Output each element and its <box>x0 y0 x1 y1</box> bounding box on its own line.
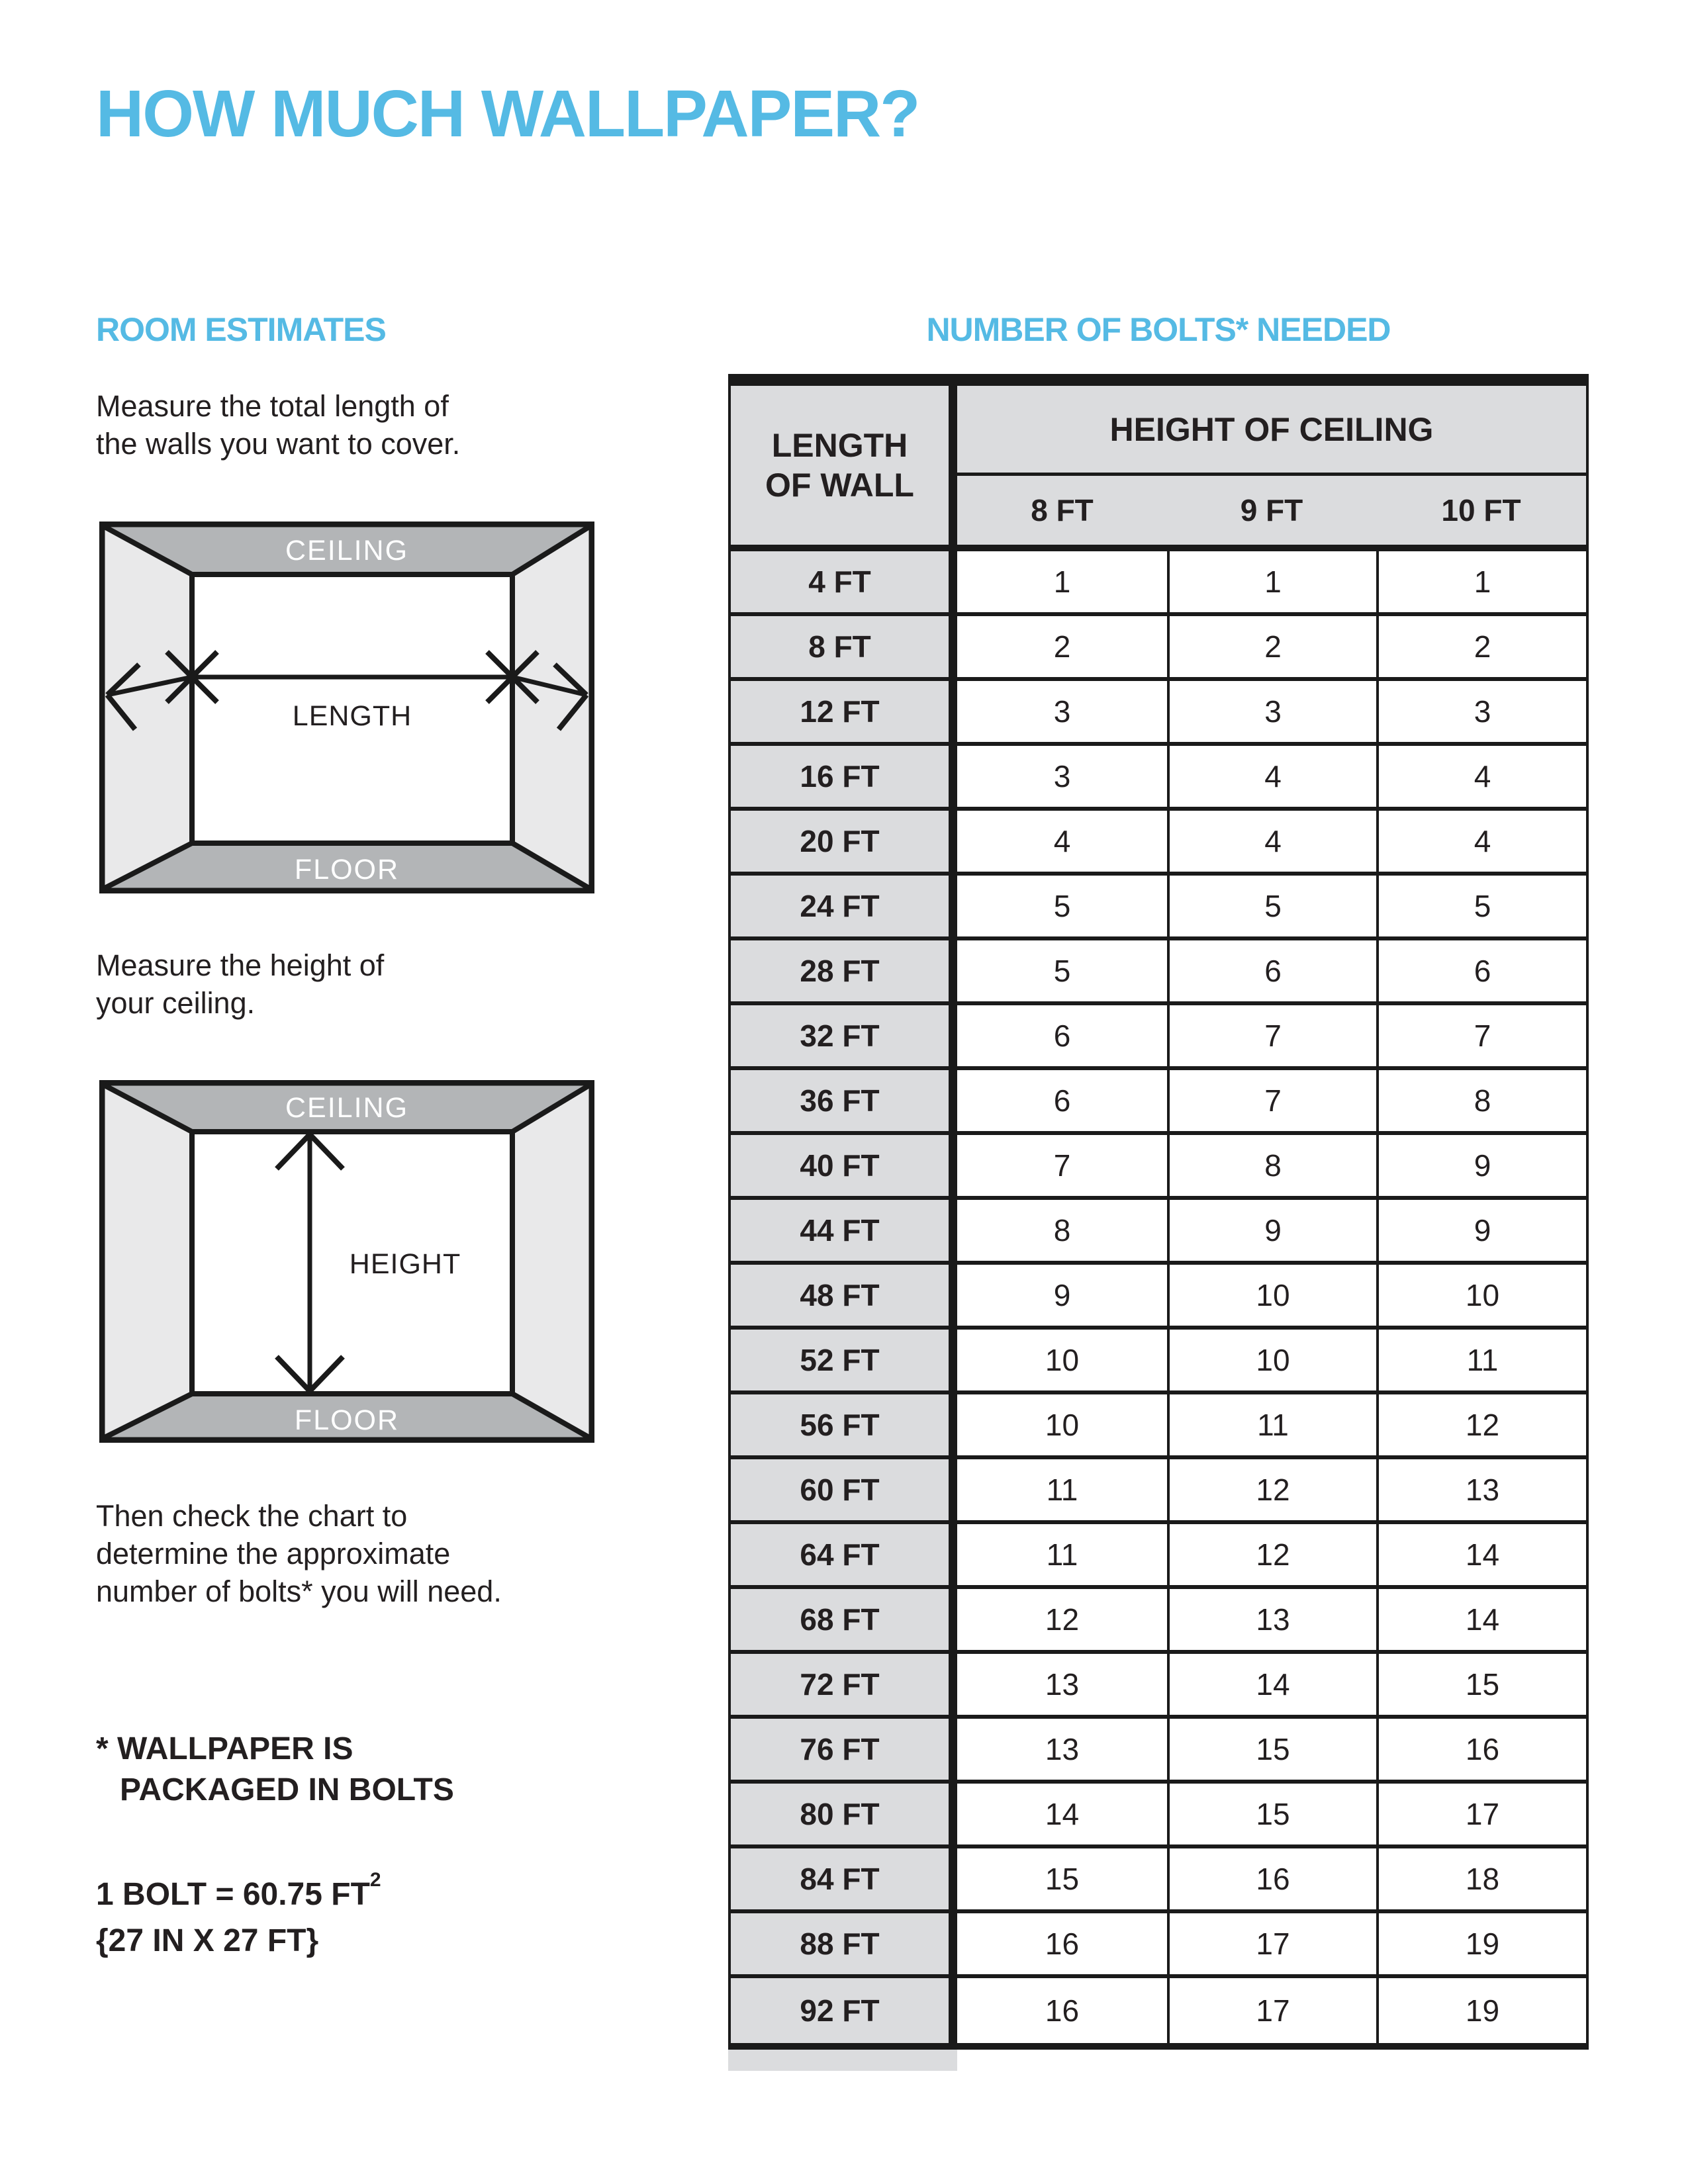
height-of-ceiling-header: HEIGHT OF CEILING <box>957 386 1586 476</box>
bolt-count-cell: 4 <box>957 811 1167 876</box>
bolt-count-cell: 13 <box>1167 1589 1376 1654</box>
wall-length-cell: 84 FT <box>731 1848 957 1913</box>
bolt-count-cell: 19 <box>1376 1978 1586 2043</box>
instruction-line: the walls you want to cover. <box>96 427 461 461</box>
label-column-stub <box>728 2050 957 2071</box>
bolt-count-cell: 1 <box>1376 551 1586 616</box>
room-length-diagram <box>99 522 594 893</box>
bolts-needed-heading: NUMBER OF BOLTS* NEEDED <box>926 311 1391 348</box>
bolt-count-cell: 7 <box>1167 1005 1376 1070</box>
bolt-count-cell: 4 <box>1167 746 1376 811</box>
bolt-count-cell: 14 <box>1167 1654 1376 1719</box>
bolt-count-cell: 2 <box>957 616 1167 681</box>
bolt-count-cell: 13 <box>1376 1459 1586 1524</box>
bolt-count-cell: 10 <box>1167 1265 1376 1330</box>
room-length-diagram-svg <box>99 522 594 893</box>
wall-length-cell: 88 FT <box>731 1913 957 1978</box>
footnote-line: PACKAGED IN BOLTS <box>120 1772 454 1807</box>
room-estimates-heading: ROOM ESTIMATES <box>96 311 386 348</box>
wall-length-cell: 52 FT <box>731 1330 957 1394</box>
bolt-count-cell: 5 <box>957 876 1167 940</box>
page-title: HOW MUCH WALLPAPER? <box>96 77 919 151</box>
bolt-count-cell: 19 <box>1376 1913 1586 1978</box>
bolt-count-cell: 16 <box>1167 1848 1376 1913</box>
wall-length-cell: 72 FT <box>731 1654 957 1719</box>
wall-length-cell: 44 FT <box>731 1200 957 1265</box>
bolt-count-cell: 11 <box>957 1524 1167 1589</box>
wall-length-cell: 80 FT <box>731 1784 957 1848</box>
wall-length-cell: 32 FT <box>731 1005 957 1070</box>
bolts-table-header <box>728 386 1589 551</box>
floor-label: FLOOR <box>294 854 400 886</box>
bolt-count-cell: 5 <box>957 940 1167 1005</box>
wall-length-cell: 64 FT <box>731 1524 957 1589</box>
bolt-count-cell: 9 <box>1167 1200 1376 1265</box>
bolt-count-cell: 4 <box>1376 811 1586 876</box>
ceiling-height-column-header: 9 FT <box>1240 493 1303 527</box>
floor-label: FLOOR <box>294 1404 400 1436</box>
bolts-table-body <box>728 551 1589 2050</box>
bolt-count-cell: 9 <box>1376 1135 1586 1200</box>
bolt-count-cell: 10 <box>957 1330 1167 1394</box>
bolt-count-cell: 4 <box>1376 746 1586 811</box>
instruction-line: number of bolts* you will need. <box>96 1574 502 1608</box>
bolt-dimensions: {27 IN X 27 FT} <box>96 1923 319 1958</box>
bolt-count-cell: 5 <box>1376 876 1586 940</box>
bolt-count-cell: 13 <box>957 1719 1167 1784</box>
wall-length-cell: 92 FT <box>731 1978 957 2043</box>
bolt-count-cell: 8 <box>1376 1070 1586 1135</box>
bolt-count-cell: 11 <box>957 1459 1167 1524</box>
instruction-check-chart <box>96 1497 502 1610</box>
bolt-count-cell: 10 <box>1376 1265 1586 1330</box>
instruction-line: determine the approximate <box>96 1537 451 1570</box>
height-label: HEIGHT <box>349 1248 461 1280</box>
ceiling-height-column-header: 8 FT <box>1031 493 1094 527</box>
table-top-bar <box>728 374 1589 386</box>
bolt-count-cell: 3 <box>1167 681 1376 746</box>
ceiling-height-column-header: 10 FT <box>1441 493 1521 527</box>
bolt-count-cell: 6 <box>957 1005 1167 1070</box>
bolt-count-cell: 14 <box>1376 1589 1586 1654</box>
bolt-count-cell: 15 <box>957 1848 1167 1913</box>
wall-length-cell: 28 FT <box>731 940 957 1005</box>
bolt-count-cell: 8 <box>1167 1135 1376 1200</box>
bolt-count-cell: 11 <box>1167 1394 1376 1459</box>
instruction-line: Measure the height of <box>96 948 385 982</box>
bolt-count-cell: 3 <box>1376 681 1586 746</box>
wall-length-cell: 40 FT <box>731 1135 957 1200</box>
bolt-count-cell: 15 <box>1167 1784 1376 1848</box>
room-height-diagram-svg <box>99 1080 594 1443</box>
bolt-count-cell: 9 <box>1376 1200 1586 1265</box>
bolt-count-cell: 16 <box>1376 1719 1586 1784</box>
bolt-count-cell: 10 <box>1167 1330 1376 1394</box>
bolt-count-cell: 1 <box>957 551 1167 616</box>
bolt-count-cell: 14 <box>1376 1524 1586 1589</box>
bolt-count-cell: 10 <box>957 1394 1167 1459</box>
bolt-count-cell: 16 <box>957 1978 1167 2043</box>
squared-superscript: 2 <box>369 1869 381 1891</box>
bolt-count-cell: 1 <box>1167 551 1376 616</box>
bolt-count-cell: 15 <box>1376 1654 1586 1719</box>
wall-length-cell: 68 FT <box>731 1589 957 1654</box>
bolt-count-cell: 14 <box>957 1784 1167 1848</box>
bolt-count-cell: 18 <box>1376 1848 1586 1913</box>
length-label: LENGTH <box>292 700 412 732</box>
wall-length-cell: 60 FT <box>731 1459 957 1524</box>
instruction-line: your ceiling. <box>96 986 256 1020</box>
room-height-diagram <box>99 1080 594 1443</box>
length-of-wall-header: LENGTH OF WALL <box>731 386 957 545</box>
instruction-measure-length <box>96 387 460 463</box>
wall-length-cell: 56 FT <box>731 1394 957 1459</box>
bolt-count-cell: 3 <box>957 746 1167 811</box>
wall-length-cell: 12 FT <box>731 681 957 746</box>
bolt-count-cell: 2 <box>1376 616 1586 681</box>
wall-length-cell: 4 FT <box>731 551 957 616</box>
bolt-count-cell: 15 <box>1167 1719 1376 1784</box>
bolt-count-cell: 7 <box>957 1135 1167 1200</box>
bolt-count-cell: 16 <box>957 1913 1167 1978</box>
wall-length-cell: 76 FT <box>731 1719 957 1784</box>
bolt-count-cell: 17 <box>1167 1913 1376 1978</box>
bolt-count-cell: 9 <box>957 1265 1167 1330</box>
bolt-count-cell: 11 <box>1376 1330 1586 1394</box>
instruction-line: Measure the total length of <box>96 389 449 423</box>
wall-length-cell: 36 FT <box>731 1070 957 1135</box>
instruction-measure-height <box>96 946 384 1022</box>
bolt-count-cell: 6 <box>1376 940 1586 1005</box>
bolt-equation: 1 BOLT = 60.75 $FT^2$ <box>96 1869 381 1912</box>
bolt-count-cell: 5 <box>1167 876 1376 940</box>
wall-length-cell: 20 FT <box>731 811 957 876</box>
wall-length-cell: 24 FT <box>731 876 957 940</box>
bolt-count-cell: 17 <box>1167 1978 1376 2043</box>
bolts-table <box>728 374 1589 2071</box>
footnote-line: * WALLPAPER IS <box>96 1731 353 1766</box>
bolt-count-cell: 17 <box>1376 1784 1586 1848</box>
left-wall-panel <box>105 1085 192 1437</box>
ceiling-label: CEILING <box>285 1092 409 1124</box>
bolt-count-cell: 7 <box>1167 1070 1376 1135</box>
bolt-count-cell: 12 <box>957 1589 1167 1654</box>
bolt-count-cell: 3 <box>957 681 1167 746</box>
bolt-count-cell: 4 <box>1167 811 1376 876</box>
wall-length-cell: 48 FT <box>731 1265 957 1330</box>
ceiling-label: CEILING <box>285 535 409 567</box>
bolt-count-cell: 6 <box>957 1070 1167 1135</box>
bolt-count-cell: 8 <box>957 1200 1167 1265</box>
right-wall-panel <box>512 1085 589 1437</box>
bolt-count-cell: 6 <box>1167 940 1376 1005</box>
bolt-count-cell: 7 <box>1376 1005 1586 1070</box>
wallpaper-bolts-footnote <box>96 1729 454 1811</box>
wall-length-cell: 8 FT <box>731 616 957 681</box>
bolt-count-cell: 2 <box>1167 616 1376 681</box>
bolt-count-cell: 12 <box>1376 1394 1586 1459</box>
bolt-count-cell: 12 <box>1167 1459 1376 1524</box>
bolt-count-cell: 13 <box>957 1654 1167 1719</box>
bolt-size-info <box>96 1857 381 1964</box>
footnote-asterisk: * <box>96 1731 109 1766</box>
wall-length-cell: 16 FT <box>731 746 957 811</box>
bolt-count-cell: 12 <box>1167 1524 1376 1589</box>
instruction-line: Then check the chart to <box>96 1499 408 1533</box>
